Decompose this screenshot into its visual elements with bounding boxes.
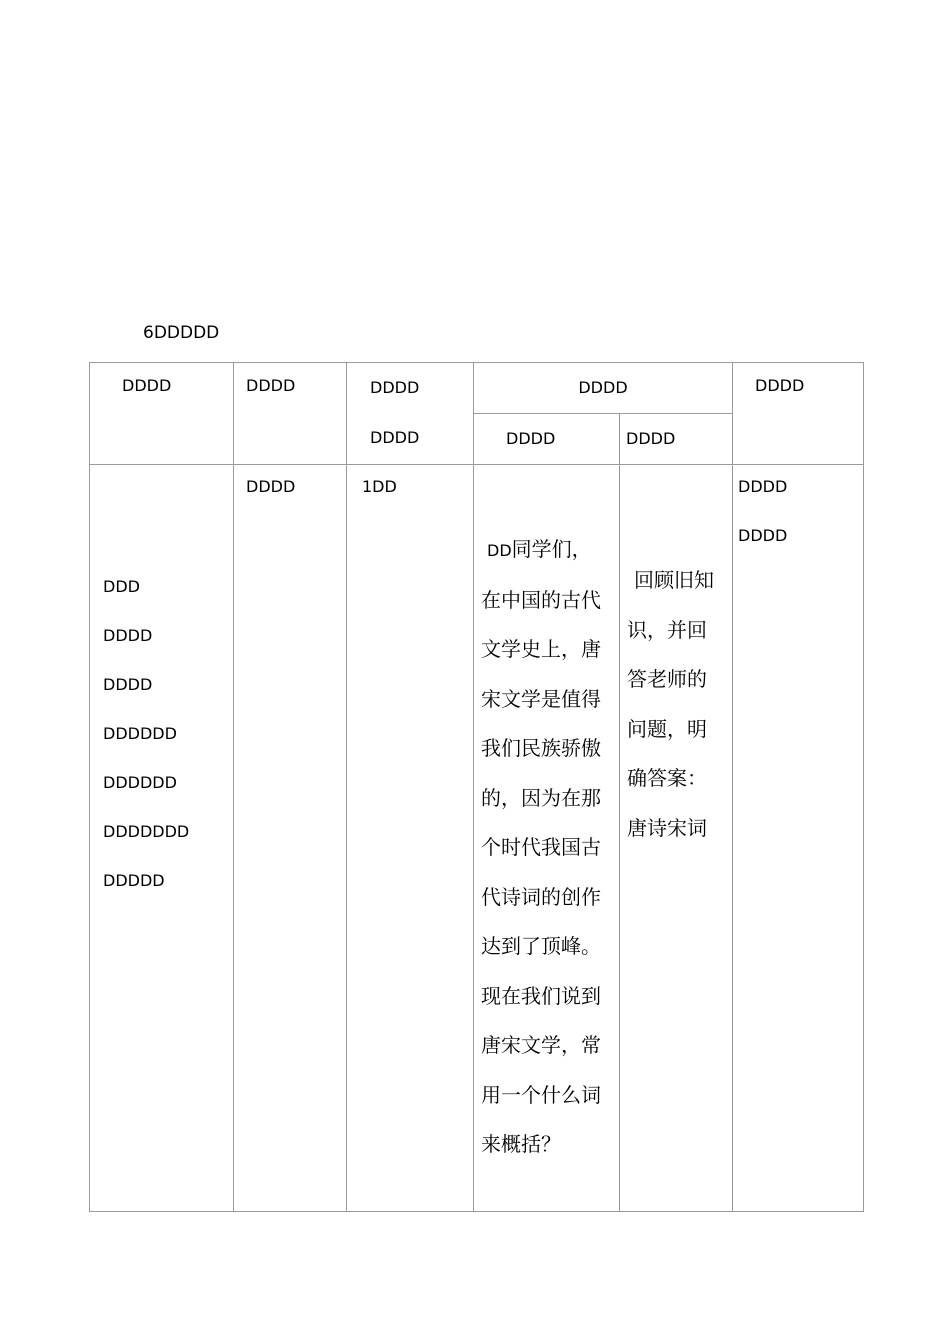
text-line: 达到了顶峰。 — [481, 934, 601, 958]
text-line: 我们民族骄傲 — [481, 736, 601, 760]
lesson-plan-table — [89, 362, 864, 1212]
row-cell-2 — [234, 465, 347, 1212]
header-label: DDDD — [578, 378, 628, 397]
text-line: DDDD — [103, 675, 153, 694]
text-line: DDDD — [738, 526, 788, 545]
header-label: DDDD — [626, 429, 676, 448]
text-line — [481, 525, 619, 576]
student-activity-cell — [620, 465, 733, 1212]
text-line: 用一个什么词 — [481, 1082, 601, 1107]
text-line: 代诗词的创作 — [481, 884, 601, 909]
text-line: DDDDDD — [103, 773, 177, 792]
text-line: 确答案： — [627, 766, 707, 790]
stage-lines — [90, 465, 233, 905]
header-group-cell — [474, 363, 733, 414]
header-label: DDDD — [246, 376, 296, 395]
text-line: 在中国的古代 — [481, 587, 601, 612]
header-label: DDDD — [755, 376, 805, 395]
text-line: 个时代我国古 — [481, 835, 601, 859]
text-line: DDD — [103, 577, 140, 596]
text-line: 问题，明 — [627, 716, 707, 741]
header-cell-1 — [90, 363, 234, 465]
teacher-activity-cell — [474, 465, 620, 1212]
teacher-activity-text — [474, 465, 619, 1170]
text-line: DDDDDD — [103, 724, 177, 743]
text-line: 来概括？ — [481, 1132, 561, 1156]
header-label: DDDD — [122, 376, 172, 395]
text-line: 唐诗宋词 — [627, 815, 707, 840]
header-subcell-a — [474, 414, 620, 465]
text-line: DDDD — [246, 477, 296, 496]
text-line: 的，因为在那 — [481, 785, 601, 810]
header-label: DDDD — [506, 429, 556, 448]
text-line: 文学史上，唐 — [481, 637, 601, 661]
intent-lines — [733, 465, 863, 562]
text-line: 回顾旧知 — [634, 568, 714, 592]
text-line: 现在我们说到 — [481, 983, 601, 1008]
text-line: 唐宋文学，常 — [481, 1033, 601, 1057]
text-line: DDDDD — [103, 871, 165, 890]
header-cell-6 — [733, 363, 864, 465]
text-line: 1DD — [362, 477, 397, 496]
text-line: 答老师的 — [627, 667, 707, 691]
text-line: DDDDDDD — [103, 822, 190, 841]
text-line: DDDD — [103, 626, 153, 645]
header-cell-3 — [347, 363, 474, 465]
text-line: 宋文学是值得 — [481, 686, 601, 711]
line-prefix: DD — [487, 541, 512, 560]
row-cell-1 — [90, 465, 234, 1212]
text-line: DDDD — [738, 477, 788, 496]
row-cell-3 — [347, 465, 474, 1212]
text-segment: 同学们， — [511, 537, 592, 561]
table-caption: 6DDDDD — [143, 323, 220, 343]
header-label: DDDD — [370, 428, 420, 447]
row-cell-6 — [733, 465, 864, 1212]
text-line: 识，并回 — [627, 617, 707, 642]
header-label: DDDD — [370, 378, 420, 397]
header-cell-2 — [234, 363, 347, 465]
student-activity-text — [620, 465, 732, 853]
header-subcell-b — [620, 414, 733, 465]
